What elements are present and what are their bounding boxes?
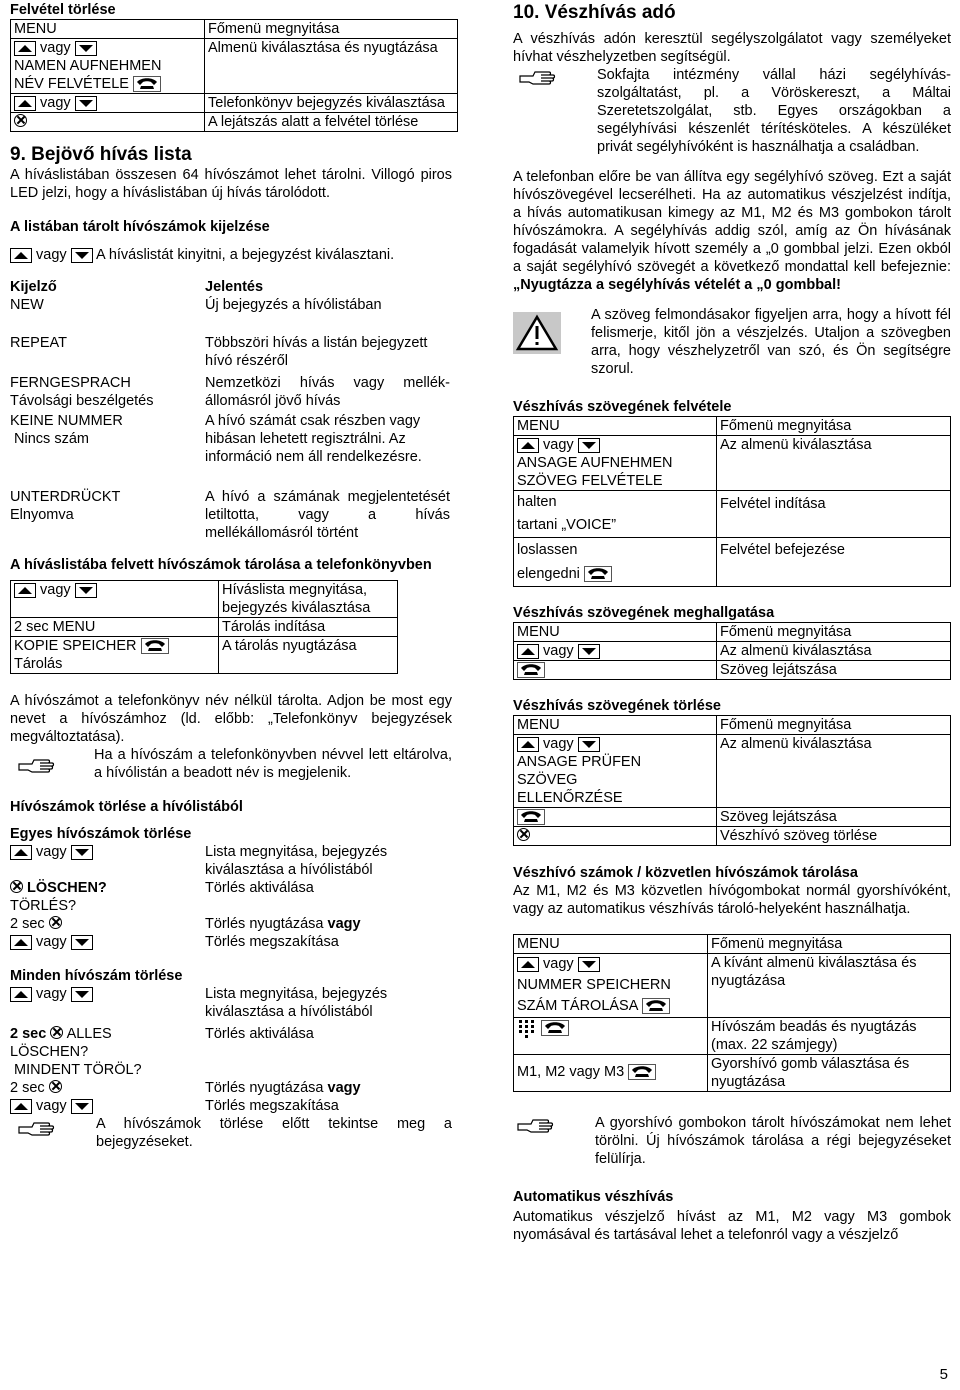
table-row: LÖSCHEN? TÖRLÉS? Törlés aktiválása — [10, 880, 314, 914]
up-arrow-key-icon — [10, 1099, 32, 1114]
up-arrow-key-icon — [14, 583, 36, 598]
handset-key-icon — [517, 662, 545, 678]
table-row: MENU Főmenü megnyitása — [514, 716, 951, 735]
table-row: vagy Telefonkönyv bejegyzés kiválasztása — [11, 94, 458, 113]
subsection-title: Egyes hívószámok törlése — [10, 826, 192, 842]
up-arrow-key-icon — [14, 96, 36, 111]
subsection-title: Vészhívás szövegének felvétele — [513, 399, 732, 415]
note: A gyorshívó gombokon tárolt hívószámokat nem lehet törölni. Új hívószámok tárolása a régi bejegyzéseket felülírja. — [513, 1114, 951, 1168]
table-row: loslassen elengedni Felvétel befejezése — [514, 538, 951, 587]
up-arrow-key-icon — [10, 987, 32, 1002]
instruction-line: vagy A híváslistát kinyitni, a bejegyzést kiválasztani. — [10, 246, 470, 264]
table-row: FERNGESPRACH Távolsági beszélgetés Nemzetközi hívás vagy mellék-állomásról jövő hívás — [10, 375, 450, 409]
up-arrow-key-icon — [10, 845, 32, 860]
subsection-title: Vészhívó számok / közvetlen hívószámok tárolása — [513, 865, 858, 881]
table-row: vagy Lista megnyitása, bejegyzés kiválasztása a hívólistából — [10, 843, 452, 879]
subsection-title: Vészhívás szövegének törlése — [513, 698, 721, 714]
section-heading: 10. Vészhívás adó — [513, 2, 676, 23]
delete-recording-table — [10, 19, 458, 132]
table-row: vagy Híváslista megnyitása, bejegyzés kiválasztása — [11, 581, 398, 618]
keypad-icon — [517, 1018, 537, 1038]
section-heading: 9. Bejövő hívás lista — [10, 144, 192, 165]
table-row: vagy ANSAGE AUFNEHMEN SZÖVEG FELVÉTELE Az almenü kiválasztása — [514, 436, 951, 491]
down-arrow-key-icon — [75, 96, 97, 111]
table-row: A lejátszás alatt a felvétel törlése — [11, 113, 458, 132]
delete-text-table — [513, 715, 951, 846]
table-row: vagy Lista megnyitása, bejegyzés kiválasztása a hívólistából — [10, 985, 452, 1025]
pointing-hand-icon — [18, 1119, 58, 1139]
table-row: 2 sec Törlés nyugtázása vagy — [10, 916, 361, 932]
up-arrow-key-icon — [517, 644, 539, 659]
paragraph: A vészhívás adón keresztül segélyszolgálatot vagy személyeket hívhat vészhelyzetben segítségül. — [513, 31, 951, 65]
pointing-hand-icon — [519, 68, 559, 88]
delete-key-icon — [10, 880, 23, 893]
down-arrow-key-icon — [71, 987, 93, 1002]
paragraph: A hívószámot a telefonkönyv név nélkül tárolta. Adjon be most egy nevet a hívószámhoz (ld. előbb: „Telefonkönyv bejegyzések megváltoztatása). — [10, 693, 452, 745]
right-column — [513, 0, 951, 1244]
handset-key-icon — [517, 809, 545, 825]
table-row: MENU Főmenü megnyitása — [514, 417, 951, 436]
down-arrow-key-icon — [71, 1099, 93, 1114]
subsection-title: Automatikus vészhívás — [513, 1189, 674, 1205]
pointing-hand-icon — [517, 1116, 557, 1136]
delete-key-icon — [49, 1080, 62, 1093]
note: A hívószámok törlése előtt tekintse meg a bejegyzéseket. — [10, 1115, 452, 1151]
table-row: vagy Az almenü kiválasztása — [514, 642, 951, 661]
down-arrow-key-icon — [71, 248, 93, 263]
subsection-title: Minden hívószám törlése — [10, 968, 183, 984]
paragraph: A híváslistában összesen 64 hívószámot lehet tárolni. Villogó piros LED jelzi, hogy a híváslistában új hívás tárolódott. — [10, 167, 452, 201]
down-arrow-key-icon — [578, 737, 600, 752]
table-row: KOPIE SPEICHER Tárolás A tárolás nyugtázása — [11, 637, 398, 674]
subsection-title: Vészhívás szövegének meghallgatása — [513, 605, 775, 621]
handset-key-icon — [541, 1020, 569, 1036]
note: Sokfajta intézmény vállal házi segélyhívás-szolgáltatást, pl. a Vöröskereszt, a Máltai Szeretetszolgálat, stb. Egyes országokban a segélyhívási készenlét térítésköteles. A készüléket privát segélyhívóként is használhatja a családban. — [513, 66, 951, 156]
table-row: Szöveg lejátszása — [514, 661, 951, 680]
up-arrow-key-icon — [517, 438, 539, 453]
table-row: UNTERDRÜCKT Elnyomva A hívó a számának megjelentetését letiltotta, vagy a hívás mellékállomásról történt — [10, 489, 450, 541]
down-arrow-key-icon — [578, 957, 600, 972]
note: Ha a hívószám a telefonkönyvben névvel lett eltárolva, a hívólistán a beadott név is megjelenik. — [10, 746, 452, 782]
handset-key-icon — [584, 566, 612, 582]
pointing-hand-icon — [18, 756, 58, 776]
table-row: Hívószám beadás és nyugtázás (max. 22 számjegy) — [514, 1018, 951, 1055]
up-arrow-key-icon — [517, 957, 539, 972]
table-row: KEINE NUMMER Nincs szám A hívó számát csak részben vagy hibásan lehetett regisztrálni. Az információ nem áll rendelkezésre. — [10, 413, 422, 465]
down-arrow-key-icon — [75, 583, 97, 598]
delete-key-icon — [517, 828, 530, 841]
delete-key-icon — [14, 114, 27, 127]
table-row: Szöveg lejátszása — [514, 808, 951, 827]
store-numbers-table — [513, 934, 951, 1092]
play-text-table — [513, 622, 951, 680]
table-row: 2 sec Törlés nyugtázása vagy — [10, 1080, 361, 1096]
handset-key-icon — [133, 76, 161, 92]
up-arrow-key-icon — [10, 248, 32, 263]
table-row: vagy NAMEN AUFNEHMEN NÉV FELVÉTELE Almenü kiválasztása és nyugtázása — [11, 39, 458, 94]
handset-key-icon — [628, 1064, 656, 1080]
table-row: vagy ANSAGE PRÜFEN SZÖVEG ELLENŐRZÉSE Az almenü kiválasztása — [514, 735, 951, 808]
table-row: NEW Új bejegyzés a hívólistában — [10, 297, 382, 313]
table-row: MENU Főmenü megnyitása — [514, 935, 951, 954]
paragraph: Automatikus vészjelző hívást az M1, M2 vagy M3 gombok nyomásával és tartásával lehet a telefonról vagy a vészjelző — [513, 1209, 951, 1243]
subsection-title: A listában tárolt hívószámok kijelzése — [10, 219, 270, 235]
table-row: 2 sec ALLES LÖSCHEN? MINDENT TÖRÖL? Törlés aktiválása — [10, 1026, 314, 1078]
table-row: vagy Törlés megszakítása — [10, 1097, 452, 1115]
delete-all-table — [10, 985, 452, 1115]
delete-key-icon — [50, 1026, 63, 1039]
subsection-title: A híváslistába felvett hívószámok tárolása a telefonkönyvben — [10, 557, 432, 573]
down-arrow-key-icon — [71, 845, 93, 860]
up-arrow-key-icon — [10, 935, 32, 950]
warning-icon — [513, 312, 561, 354]
down-arrow-key-icon — [71, 935, 93, 950]
up-arrow-key-icon — [517, 737, 539, 752]
paragraph: A telefonban előre be van állítva egy segélyhívó szöveg. Ezt a saját hívószövegével lecserélheti. Ha az automatikus vészjelzést indítja, a hívás automatikusan kimegy az M1, M2 és M3 gombokon tárolt hívószámokra. A segélyhívás addig szól, amíg az Ön hívásának fogadását valamelyik hívott személy a „0 gombbal jelzi. Ezen okból a saját segélyhívó szövegét a következő mondattal kell befejeznie: „Nyugtázza a segélyhívás vételét a „0 gombbal! — [513, 169, 951, 293]
delete-key-icon — [49, 916, 62, 929]
paragraph: Az M1, M2 és M3 közvetlen hívógombokat normál gyorshívóként, vagy az automatikus vészhívás tároló-helyeként használhatja. — [513, 883, 951, 917]
table-row: MENU Főmenü megnyitása — [11, 20, 458, 39]
section-title: Felvétel törlése — [10, 2, 116, 18]
table-row: halten tartani „VOICE” Felvétel indítása — [514, 491, 951, 538]
handset-key-icon — [141, 638, 169, 654]
handset-key-icon — [642, 998, 670, 1014]
warning-note: A szöveg felmondásakor figyeljen arra, hogy a hívott fél felismerje, kitől jön a vészjelzés. Utaljon a szövegben arra, hogy vészhelyzetről van szó, és Ön segítségre szorul. — [513, 306, 951, 378]
table-row: Vészhívó szöveg törlése — [514, 827, 951, 846]
table-row: M1, M2 vagy M3 Gyorshívó gomb választása és nyugtázása — [514, 1055, 951, 1092]
store-number-table — [10, 580, 398, 674]
down-arrow-key-icon — [578, 644, 600, 659]
down-arrow-key-icon — [75, 41, 97, 56]
table-row: 2 sec MENU Tárolás indítása — [11, 618, 398, 637]
table-row: vagy NUMMER SPEICHERN SZÁM TÁROLÁSA A kívánt almenü kiválasztása és nyugtázása — [514, 954, 951, 1018]
display-meaning-table: Kijelző Jelentés NEW Új bejegyzés a hívólistában REPEAT Többszöri hívás a listán bejegyzett hívó részéről FERNGESPRACH Távolsági beszélgetés Nemzetközi hívás vagy mellék-állomásról jövő hívás KEINE NUMMER Nincs szám A hívó számát csak részben vagy hibásan lehetett regisztrálni. Az információ nem áll rendelkezésre. UNTERDRÜCKT Elnyomva A hívó a számának megjelentetését letiltotta, vagy a hívás mellékállomásról történt — [10, 279, 450, 541]
delete-single-table — [10, 843, 452, 951]
down-arrow-key-icon — [578, 438, 600, 453]
table-row: vagy Törlés megszakítása — [10, 933, 452, 951]
table-row: MENU Főmenü megnyitása — [514, 623, 951, 642]
record-text-table — [513, 416, 951, 587]
subsection-title: Hívószámok törlése a hívólistából — [10, 799, 243, 815]
page-number: 5 — [939, 1366, 948, 1383]
up-arrow-key-icon — [14, 41, 36, 56]
left-column — [10, 0, 452, 1151]
table-row: REPEAT Többszöri hívás a listán bejegyzett hívó részéről — [10, 335, 428, 369]
